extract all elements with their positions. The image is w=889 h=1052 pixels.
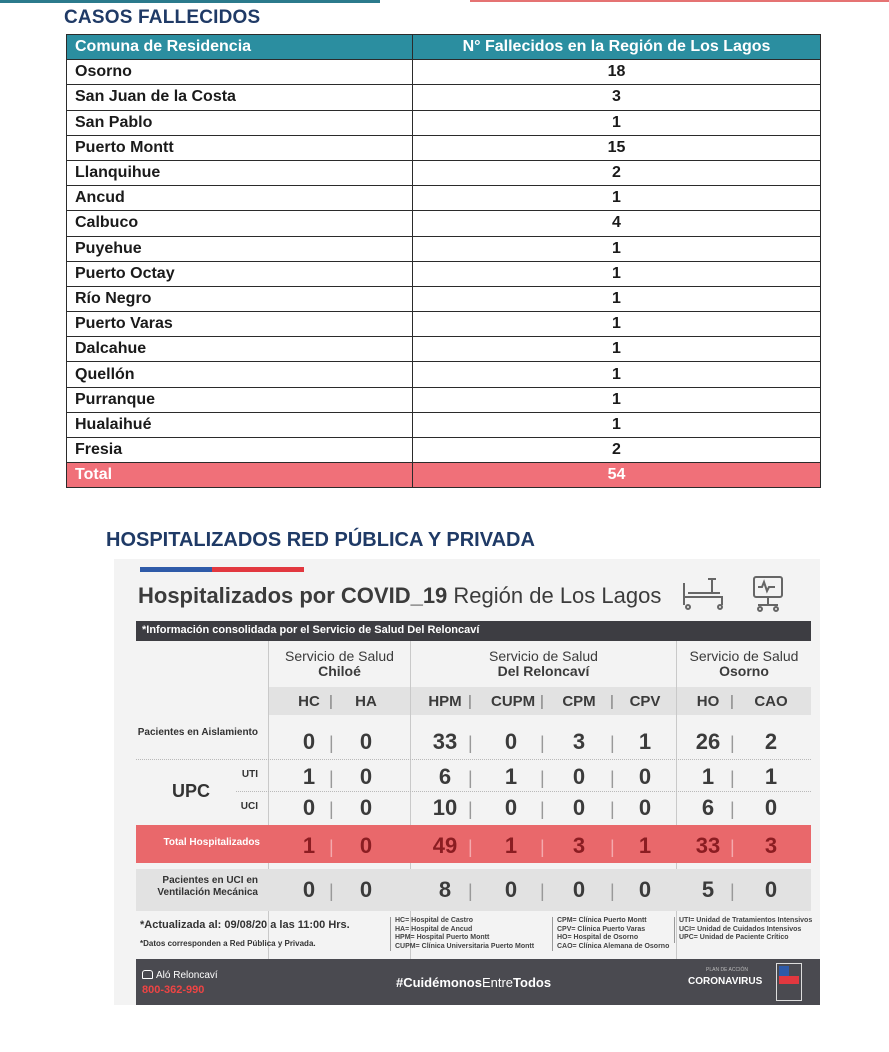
cell-vent-ha: 0 [359,877,373,902]
cell-separator: | [329,799,334,819]
cell-aislamiento-cpm: 3 [572,729,586,754]
cell-separator: | [329,881,334,901]
row-label-upc: UPC [172,781,211,801]
deaths-total-row [67,463,821,488]
legend-entry: CUPM= Clínica Universitaria Puerto Montt [395,942,535,950]
cell-aislamiento-cpv: 1 [638,729,652,754]
service-reloncavi: Servicio de Salud Del Reloncaví [489,648,598,679]
cell-uci-ho: 6 [701,795,715,820]
cell-uti-cupm: 1 [504,764,518,789]
cell-total-ha: 0 [359,833,373,858]
hospitalized-heading: HOSPITALIZADOS RED PÚBLICA Y PRIVADA [106,529,535,551]
cell-separator: | [540,733,545,753]
deaths-row [67,211,821,236]
deaths-row [67,85,821,110]
col-header-hc: HC [298,693,320,710]
service-osorno: Servicio de Salud Osorno [689,648,799,679]
cell-uti-hc: 1 [302,764,316,789]
row-divider [136,759,811,760]
cell-uti-cao: 1 [764,764,778,789]
row-label-uci: UCI [240,801,258,812]
col-header-cpv: CPV [629,693,661,710]
count-cell: 3 [413,85,821,110]
cell-vent-cao: 0 [764,877,778,902]
deaths-table [66,34,821,488]
cell-uci-cupm: 0 [504,795,518,820]
deaths-row [67,60,821,85]
cell-uci-cpv: 0 [638,795,652,820]
legend-units [674,917,812,943]
total-label-cell: Total [67,463,413,488]
deaths-row [67,387,821,412]
deaths-heading: CASOS FALLECIDOS [64,7,261,28]
header-separator: | [468,693,472,710]
hashtag: #CuidémonosEntreTodos [396,975,552,990]
comuna-cell: Quellón [67,362,413,387]
cell-separator: | [468,881,473,901]
deaths-row [67,186,821,211]
legend-entry: CPM= Clínica Puerto Montt [557,917,647,924]
info-bar: *Información consolidada por el Servicio de Salud Del Reloncaví [136,621,811,641]
deaths-row [67,110,821,135]
count-cell: 1 [413,286,821,311]
count-cell: 1 [413,186,821,211]
cell-uti-cpv: 0 [638,764,652,789]
total-value-cell: 54 [413,463,821,488]
cell-separator: | [730,768,735,788]
legend-entry: UTI= Unidad de Tratamientos Intensivos [679,917,813,924]
deaths-row [67,362,821,387]
comuna-cell: Hualaihué [67,412,413,437]
comuna-cell: Purranque [67,387,413,412]
cell-separator: | [329,733,334,753]
comuna-cell: Osorno [67,60,413,85]
cell-uci-hc: 0 [302,795,316,820]
legend-entry: CAO= Clínica Alemana de Osorno [557,942,670,950]
col-header-cupm: CUPM [491,693,536,710]
cell-uti-cpm: 0 [572,764,586,789]
cell-separator: | [610,881,615,901]
comuna-cell: Puyehue [67,236,413,261]
deaths-row [67,135,821,160]
infographic-title: Hospitalizados por COVID_19 Región de Los Lagos [138,583,662,608]
legend-entry: HC= Hospital de Castro [395,917,473,924]
cell-separator: | [540,768,545,788]
cell-separator: | [610,799,615,819]
cell-aislamiento-cupm: 0 [504,729,518,754]
cell-vent-ho: 5 [701,877,715,902]
comuna-cell: Calbuco [67,211,413,236]
legend-hospitals-1 [390,917,534,951]
comuna-cell: Fresia [67,438,413,463]
comuna-cell: Río Negro [67,286,413,311]
cell-total-cpv: 1 [638,833,652,858]
hospitalized-infographic [114,559,820,1005]
legend-entry: UPC= Unidad de Paciente Crítico [679,934,789,942]
deaths-row [67,286,821,311]
cell-separator: | [730,733,735,753]
count-cell: 1 [413,337,821,362]
cell-separator: | [329,768,334,788]
cell-separator: | [468,837,473,857]
row-label-ventilation: Pacientes en UCI en Ventilación Mecánica [157,875,258,898]
comuna-cell: Puerto Octay [67,261,413,286]
row-label-uti: UTI [241,769,258,780]
cell-separator: | [468,733,473,753]
col-comuna-header: Comuna de Residencia [67,35,413,60]
count-cell: 1 [413,387,821,412]
col-header-ha: HA [355,693,377,710]
deaths-row [67,261,821,286]
deaths-row [67,438,821,463]
header-separator: | [730,693,734,710]
count-cell: 1 [413,261,821,286]
count-cell: 18 [413,60,821,85]
cell-aislamiento-cao: 2 [764,729,778,754]
col-count-header: N° Fallecidos en la Región de Los Lagos [413,35,821,60]
cell-vent-hc: 0 [302,877,316,902]
cell-uci-ha: 0 [359,795,373,820]
plan-label: PLAN DE ACCIÓN [706,967,748,973]
top-rule [0,0,889,3]
cell-separator: | [540,799,545,819]
monitor-icon [748,573,788,613]
coronavirus-label: CORONAVIRUS [688,976,763,987]
legend-entry: CPV= Clínica Puerto Varas [557,925,646,933]
cell-separator: | [730,881,735,901]
cell-aislamiento-hpm: 33 [432,729,458,754]
comuna-cell: San Juan de la Costa [67,85,413,110]
cell-separator: | [540,881,545,901]
col-header-ho: HO [696,693,720,710]
data-note: *Datos corresponden a Red Pública y Privada. [140,939,316,948]
cell-uti-ho: 1 [701,764,715,789]
deaths-row [67,236,821,261]
footer-bar [136,959,820,1005]
government-seal-icon [776,963,802,1001]
count-cell: 2 [413,160,821,185]
count-cell: 1 [413,312,821,337]
legend-hospitals-2 [552,917,669,951]
cell-separator: | [730,837,735,857]
cell-vent-cpv: 0 [638,877,652,902]
updated-note: *Actualizada al: 09/08/20 a las 11:00 Hrs. [140,919,350,931]
cell-vent-hpm: 8 [438,877,452,902]
service-chiloe: Servicio de Salud Chiloé [285,648,394,679]
legend-entry: HA= Hospital de Ancud [395,925,473,933]
legend-entry: HO= Hospital de Osorno [557,934,639,942]
cell-separator: | [610,768,615,788]
cell-total-cao: 3 [764,833,778,858]
cell-total-cupm: 1 [504,833,518,858]
legend-entry: HPM= Hospital Puerto Montt [395,934,490,942]
cell-total-hpm: 49 [432,833,458,858]
comuna-cell: Dalcahue [67,337,413,362]
cell-separator: | [610,733,615,753]
cell-aislamiento-ha: 0 [359,729,373,754]
row-divider [236,791,811,792]
header-separator: | [610,693,614,710]
count-cell: 15 [413,135,821,160]
legend-entry: UCI= Unidad de Cuidados Intensivos [679,925,802,933]
cell-aislamiento-ho: 26 [695,729,721,754]
comuna-cell: San Pablo [67,110,413,135]
cell-uti-hpm: 6 [438,764,452,789]
cell-separator: | [540,837,545,857]
cell-separator: | [468,799,473,819]
col-header-hpm: HPM [428,693,462,710]
count-cell: 1 [413,362,821,387]
flag-stripe [140,567,304,572]
cell-uci-cpm: 0 [572,795,586,820]
phone-number: 800-362-990 [142,984,205,996]
header-separator: | [540,693,544,710]
row-label-total: Total Hospitalizados [163,837,260,848]
count-cell: 1 [413,110,821,135]
comuna-cell: Puerto Montt [67,135,413,160]
cell-total-cpm: 3 [572,833,586,858]
deaths-header-row [67,35,821,60]
col-header-cao: CAO [754,693,788,710]
deaths-row [67,337,821,362]
count-cell: 2 [413,438,821,463]
cell-uci-hpm: 10 [432,795,458,820]
hospital-bed-icon [680,575,726,611]
cell-aislamiento-hc: 0 [302,729,316,754]
cell-separator: | [329,837,334,857]
deaths-row [67,412,821,437]
cell-separator: | [730,799,735,819]
comuna-cell: Ancud [67,186,413,211]
comuna-cell: Llanquihue [67,160,413,185]
comuna-cell: Puerto Varas [67,312,413,337]
deaths-row [67,312,821,337]
deaths-row [67,160,821,185]
cell-uci-cao: 0 [764,795,778,820]
cell-total-ho: 33 [695,833,721,858]
cell-uti-ha: 0 [359,764,373,789]
cell-separator: | [610,837,615,857]
col-header-cpm: CPM [562,693,596,710]
cell-total-hc: 1 [302,833,316,858]
alo-reloncavi: Aló Reloncaví [142,970,218,981]
cell-vent-cupm: 0 [504,877,518,902]
count-cell: 1 [413,412,821,437]
cell-vent-cpm: 0 [572,877,586,902]
header-separator: | [329,693,333,710]
telephone-icon [142,970,153,979]
count-cell: 1 [413,236,821,261]
cell-separator: | [468,768,473,788]
count-cell: 4 [413,211,821,236]
row-label-aislamiento: Pacientes en Aislamiento [137,727,258,738]
